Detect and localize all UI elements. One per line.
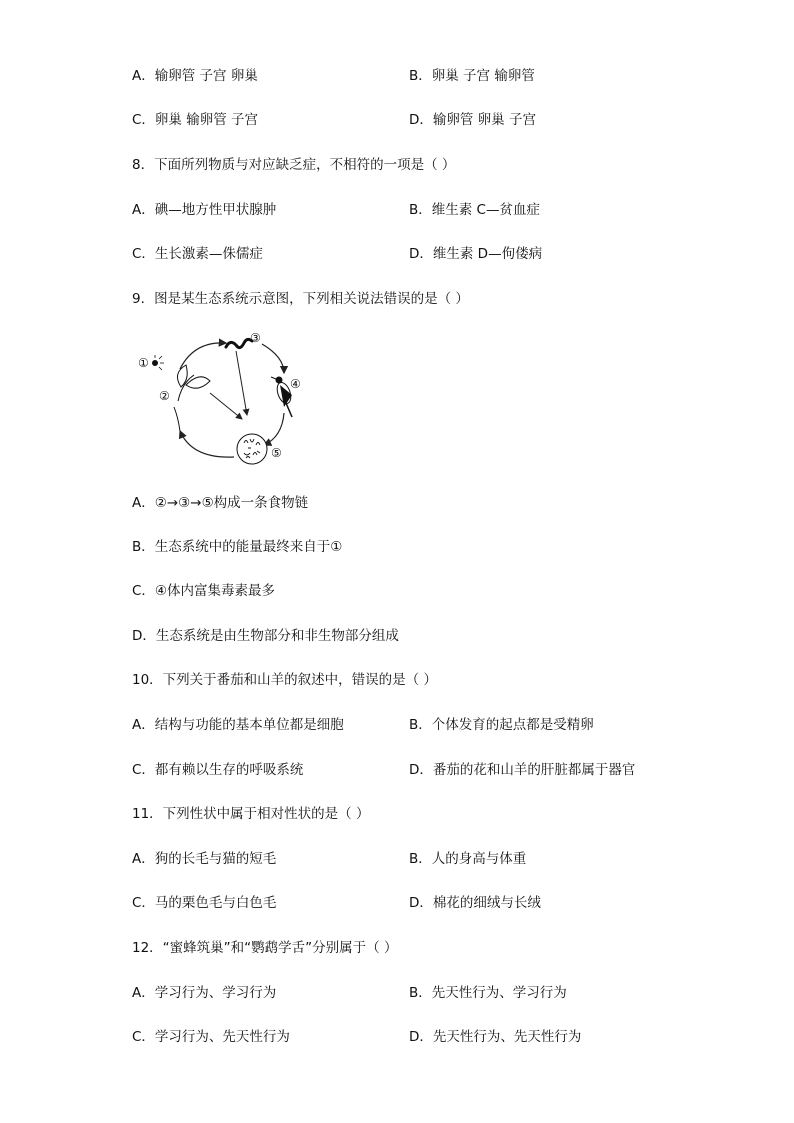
q8-option-b: B．维生素 C—贫血症: [409, 202, 540, 218]
figure-label-3: ③: [250, 331, 261, 345]
q11-option-b: B．人的身高与体重: [409, 851, 527, 867]
arrow-insect-to-bird: [262, 344, 284, 373]
q10-option-a: A．结构与功能的基本单位都是细胞: [132, 717, 344, 733]
q7-option-d: D．输卵管 卵巢 子宫: [409, 112, 536, 128]
q10-stem: 10．下列关于番茄和山羊的叙述中，错误的是（ ）: [132, 672, 437, 688]
q11-option-c: C．马的栗色毛与白色毛: [132, 895, 277, 911]
q12-option-d: D．先天性行为、先天性行为: [409, 1029, 582, 1045]
caterpillar-icon: [226, 339, 252, 347]
q10-option-b: B．个体发育的起点都是受精卵: [409, 717, 594, 733]
arrow-plant-to-insect: [180, 343, 226, 369]
sun-icon: [152, 360, 158, 366]
q9-option-d: D．生态系统是由生物部分和非生物部分组成: [132, 628, 399, 644]
q9-option-c: C．④体内富集毒素最多: [132, 583, 276, 599]
arrow-decomposer-to-plant: [180, 431, 234, 457]
figure-label-1: ①: [138, 356, 149, 370]
arrow-plant-to-decomposer: [210, 393, 242, 419]
q12-stem: 12．“蜜蜂筑巢”和“鹦鹉学舌”分别属于（ ）: [132, 940, 398, 956]
q12-option-c: C．学习行为、先天性行为: [132, 1029, 290, 1045]
figure-label-5: ⑤: [271, 446, 282, 460]
q8-option-a: A．碘—地方性甲状腺肿: [132, 202, 277, 218]
arrow-insect-to-decomposer: [236, 351, 247, 415]
ecosystem-diagram: [134, 327, 301, 467]
q8-option-c: C．生长激素—侏儒症: [132, 246, 263, 262]
arrow-bird-to-decomposer: [264, 413, 284, 445]
q7-option-b: B．卵巢 子宫 输卵管: [409, 68, 535, 84]
figure-label-4: ④: [290, 377, 301, 391]
q12-option-b: B．先天性行为、学习行为: [409, 985, 567, 1001]
q11-stem: 11．下列性状中属于相对性状的是（ ）: [132, 806, 370, 822]
q9-option-b: B．生态系统中的能量最终来自于①: [132, 539, 343, 555]
figure-label-2: ②: [159, 389, 170, 403]
q11-option-d: D．棉花的细绒与长绒: [409, 895, 541, 911]
q9-option-a: A．②→③→⑤构成一条食物链: [132, 495, 309, 511]
q7-option-c: C．卵巢 输卵管 子宫: [132, 112, 259, 128]
q9-stem: 9．图是某生态系统示意图，下列相关说法错误的是（ ）: [132, 291, 469, 307]
q12-option-a: A．学习行为、学习行为: [132, 985, 277, 1001]
q10-option-d: D．番茄的花和山羊的肝脏都属于器官: [409, 762, 636, 778]
plant-icon: [174, 365, 210, 431]
q11-option-a: A．狗的长毛与猫的短毛: [132, 851, 277, 867]
q10-option-c: C．都有赖以生存的呼吸系统: [132, 762, 304, 778]
decomposer-icon: [237, 434, 267, 464]
q8-stem: 8．下面所列物质与对应缺乏症，不相符的一项是（ ）: [132, 157, 456, 173]
q8-option-d: D．维生素 D—佝偻病: [409, 246, 543, 262]
q7-option-a: A．输卵管 子宫 卵巢: [132, 68, 258, 84]
